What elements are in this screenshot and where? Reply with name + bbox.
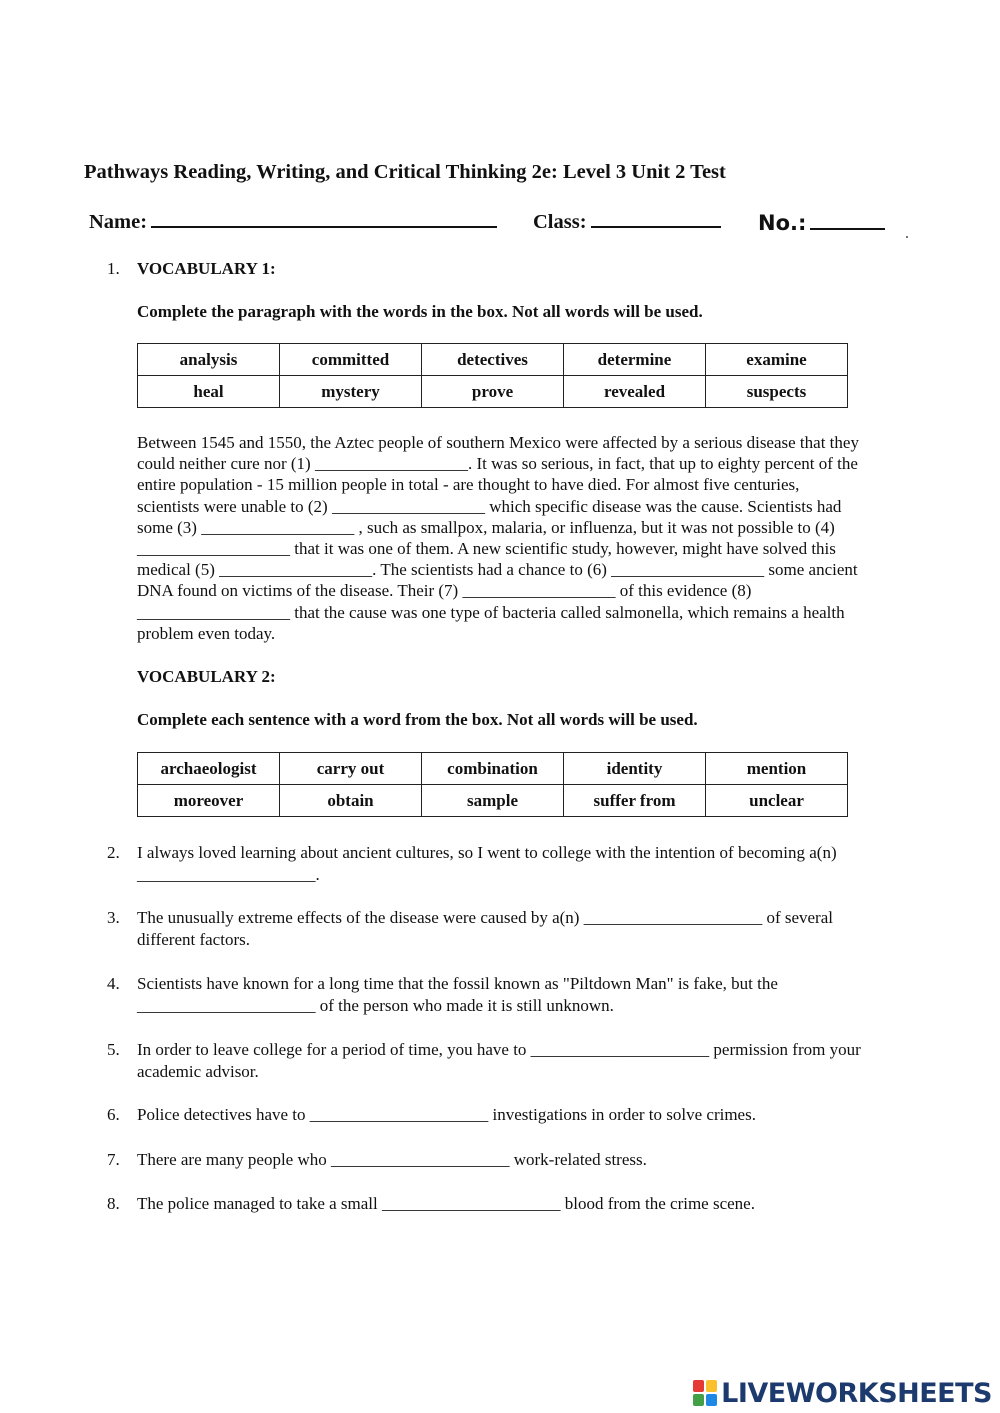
number-field[interactable] bbox=[758, 211, 885, 235]
section2-instruction: Complete each sentence with a word from the box. Not all words will be used. bbox=[137, 710, 698, 729]
word-box-cell: carry out bbox=[280, 753, 422, 785]
question-text: The police managed to take a small _____________________ blood from the crime scene. bbox=[137, 1194, 755, 1213]
word-box-cell: revealed bbox=[564, 376, 706, 408]
word-box-row bbox=[138, 344, 848, 376]
paragraph-line: entire population - 15 million people in total - are thought to have died. For almost five centuries, bbox=[137, 475, 800, 495]
word-box-cell: identity bbox=[564, 753, 706, 785]
question-text: Police detectives have to _____________________ investigations in order to solve crimes. bbox=[137, 1105, 756, 1124]
word-box-row bbox=[138, 785, 848, 817]
question-text: There are many people who _____________________ work-related stress. bbox=[137, 1150, 647, 1169]
section1-heading: VOCABULARY 1: bbox=[137, 259, 276, 278]
word-box-cell: unclear bbox=[706, 785, 848, 817]
paragraph-line: __________________ that it was one of them. A new scientific study, however, might have solved this bbox=[137, 539, 836, 559]
question-text: academic advisor. bbox=[137, 1062, 259, 1081]
paragraph-line: DNA found on victims of the disease. Their (7) __________________ of this evidence (8) bbox=[137, 581, 752, 601]
number-input-line[interactable] bbox=[810, 227, 885, 230]
question-number: 7. bbox=[107, 1150, 120, 1169]
question-text: I always loved learning about ancient cultures, so I went to college with the intention of becoming a(n) bbox=[137, 843, 837, 862]
question-number: 8. bbox=[107, 1194, 120, 1213]
question-text: In order to leave college for a period of time, you have to _____________________ permission from your bbox=[137, 1040, 861, 1059]
paragraph-line: scientists were unable to (2) __________________ which specific disease was the cause. Scientists had bbox=[137, 496, 842, 516]
question-number: 6. bbox=[107, 1105, 120, 1124]
section1-instruction: Complete the paragraph with the words in the box. Not all words will be used. bbox=[137, 302, 703, 321]
word-box-cell: heal bbox=[138, 376, 280, 408]
word-box-cell: analysis bbox=[138, 344, 280, 376]
question-number: 3. bbox=[107, 908, 120, 927]
word-box-cell: suspects bbox=[706, 376, 848, 408]
word-box-cell: obtain bbox=[280, 785, 422, 817]
question-number: 5. bbox=[107, 1040, 120, 1059]
question-text: _____________________ of the person who made it is still unknown. bbox=[137, 996, 614, 1015]
question-number: 4. bbox=[107, 974, 120, 993]
word-box-cell: suffer from bbox=[564, 785, 706, 817]
vocab1-paragraph bbox=[137, 432, 927, 644]
class-field[interactable] bbox=[533, 211, 721, 234]
question-number: 2. bbox=[107, 843, 120, 862]
question-blank[interactable]: _____________________. bbox=[137, 865, 320, 884]
stray-mark bbox=[906, 236, 908, 238]
liveworksheets-logo-icon bbox=[693, 1380, 717, 1406]
paragraph-line: some (3) __________________ , such as smallpox, malaria, or influenza, but it was not possible to (4) bbox=[137, 517, 835, 537]
word-box-1 bbox=[137, 343, 848, 408]
word-box-cell: moreover bbox=[138, 785, 280, 817]
paragraph-line: medical (5) __________________. The scientists had a chance to (6) __________________ some ancient bbox=[137, 560, 858, 580]
class-label: Class: bbox=[533, 211, 587, 233]
word-box-cell: prove bbox=[422, 376, 564, 408]
word-box-2 bbox=[137, 752, 848, 817]
section1-number: 1. bbox=[107, 259, 120, 278]
logo-text: LIVEWORKSHEETS bbox=[721, 1377, 992, 1409]
word-box-cell: determine bbox=[564, 344, 706, 376]
page-title: Pathways Reading, Writing, and Critical Thinking 2e: Level 3 Unit 2 Test bbox=[84, 161, 726, 183]
word-box-cell: examine bbox=[706, 344, 848, 376]
name-input-line[interactable] bbox=[151, 225, 497, 228]
word-box-cell: archaeologist bbox=[138, 753, 280, 785]
section2-heading: VOCABULARY 2: bbox=[137, 667, 276, 686]
paragraph-line: Between 1545 and 1550, the Aztec people of southern Mexico were affected by a serious disease that they bbox=[137, 433, 859, 452]
word-box-cell: mystery bbox=[280, 376, 422, 408]
paragraph-line: problem even today. bbox=[137, 623, 276, 643]
question-text: Scientists have known for a long time that the fossil known as "Piltdown Man" is fake, but the bbox=[137, 974, 778, 993]
name-field[interactable] bbox=[89, 211, 497, 234]
word-box-cell: combination bbox=[422, 753, 564, 785]
word-box-cell: committed bbox=[280, 344, 422, 376]
word-box-cell: sample bbox=[422, 785, 564, 817]
name-label: Name: bbox=[89, 211, 148, 233]
class-input-line[interactable] bbox=[591, 225, 721, 228]
number-label: No.: bbox=[758, 211, 807, 235]
word-box-cell: mention bbox=[706, 753, 848, 785]
question-text: The unusually extreme effects of the disease were caused by a(n) _____________________ of several bbox=[137, 908, 833, 927]
word-box-cell: detectives bbox=[422, 344, 564, 376]
question-text: different factors. bbox=[137, 930, 250, 949]
paragraph-line: could neither cure nor (1) __________________. It was so serious, in fact, that up to eighty percent of the bbox=[137, 454, 858, 474]
word-box-row bbox=[138, 753, 848, 785]
liveworksheets-logo[interactable] bbox=[693, 1378, 992, 1408]
paragraph-line: __________________ that the cause was one type of bacteria called salmonella, which remains a health bbox=[137, 602, 845, 622]
word-box-row bbox=[138, 376, 848, 408]
